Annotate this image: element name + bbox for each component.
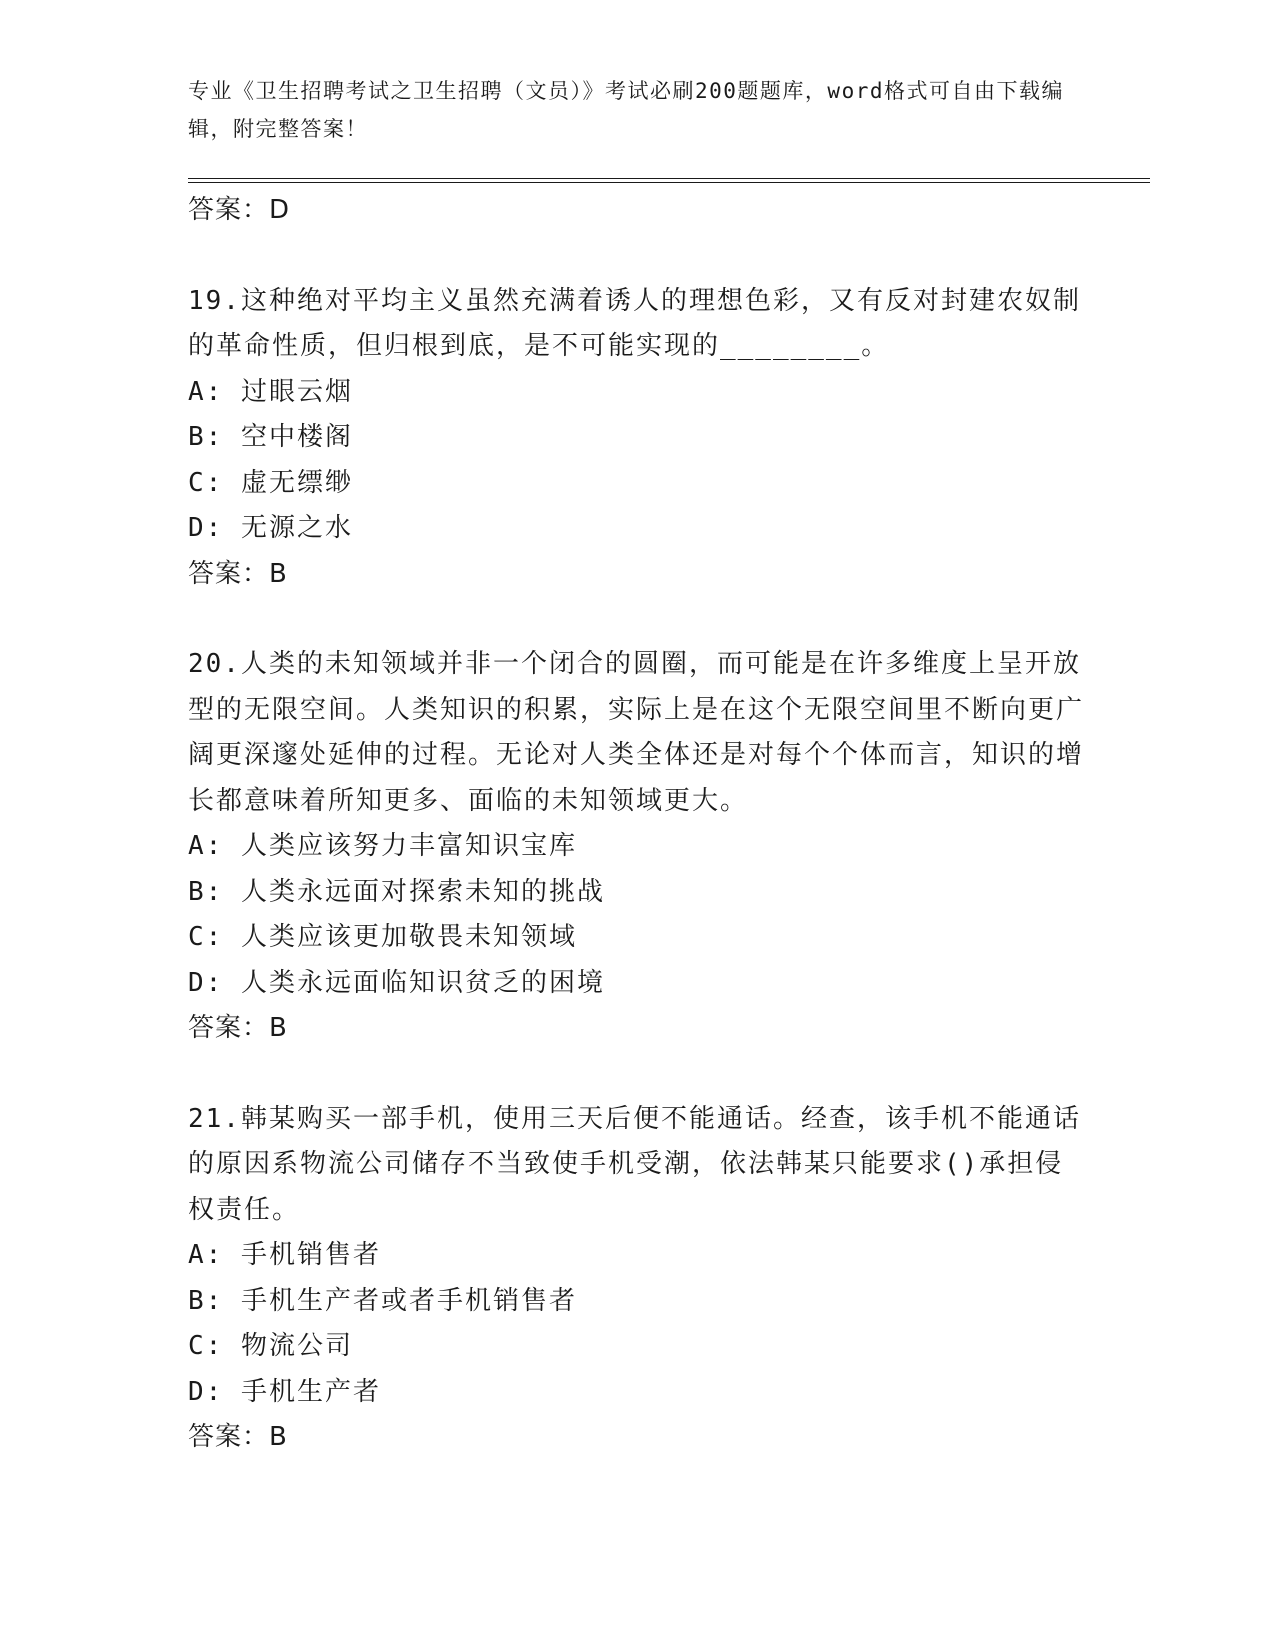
answer-line: 答案：B — [188, 1013, 288, 1043]
option-letter: A: — [188, 831, 224, 861]
option-a — [188, 370, 1088, 416]
option-letter: B: — [188, 876, 224, 907]
option-text: 无源之水 — [240, 513, 353, 543]
question-list — [188, 188, 1088, 1461]
option-letter: D: — [188, 513, 224, 543]
option-text: 人类永远面对探索未知的挑战 — [240, 876, 605, 907]
option-letter: A: — [188, 1240, 224, 1270]
option-b — [188, 415, 1088, 461]
page-header: 专业《卫生招聘考试之卫生招聘（文员）》考试必刷200题题库，word格式可自由下载编辑，附完整答案！ — [188, 79, 1064, 141]
question-19 — [188, 279, 1088, 598]
question-21 — [188, 1097, 1088, 1461]
option-a — [188, 824, 1088, 870]
option-d — [188, 1370, 1088, 1416]
option-text: 空中楼阁 — [240, 422, 353, 452]
answer-line: 答案：B — [188, 1422, 288, 1452]
option-letter: B: — [188, 422, 224, 452]
question-text: 21.韩某购买一部手机，使用三天后便不能通话。经查，该手机不能通话的原因系物流公司储存不当致使手机受潮，依法韩某只能要求()承担侵权责任。 — [188, 1103, 1081, 1225]
option-text: 物流公司 — [240, 1331, 353, 1361]
option-text: 手机生产者或者手机销售者 — [240, 1285, 577, 1316]
option-text: 人类永远面临知识贫乏的困境 — [240, 967, 605, 998]
option-letter: C: — [188, 467, 224, 498]
option-c — [188, 915, 1088, 961]
option-c — [188, 1324, 1088, 1370]
option-letter: D: — [188, 1376, 224, 1407]
option-b — [188, 1279, 1088, 1325]
option-text: 手机生产者 — [240, 1376, 381, 1407]
option-c — [188, 461, 1088, 507]
option-letter: C: — [188, 922, 224, 952]
answer-line: 答案：D — [188, 195, 291, 225]
question-20 — [188, 642, 1088, 1052]
option-d — [188, 506, 1088, 552]
option-letter: C: — [188, 1331, 224, 1361]
option-a — [188, 1233, 1088, 1279]
option-text: 人类应该努力丰富知识宝库 — [240, 831, 577, 861]
question-text: 20.人类的未知领域并非一个闭合的圆圈，而可能是在许多维度上呈开放型的无限空间。人类知识的积累，实际上是在这个无限空间里不断向更广阔更深邃处延伸的过程。无论对人类全体还是对每个个体而言，知识的增长都意味着所知更多、面临的未知领域更大。 — [188, 649, 1085, 816]
option-letter: A: — [188, 376, 224, 407]
option-letter: D: — [188, 967, 224, 998]
option-text: 过眼云烟 — [240, 376, 353, 407]
answer-line: 答案：B — [188, 558, 288, 589]
option-text: 手机销售者 — [240, 1240, 381, 1270]
question-text: 19.这种绝对平均主义虽然充满着诱人的理想色彩，又有反对封建农奴制的革命性质，但归根到底，是不可能实现的________。 — [188, 285, 1081, 361]
header-divider — [188, 178, 1150, 183]
option-d — [188, 961, 1088, 1007]
option-b — [188, 870, 1088, 916]
option-letter: B: — [188, 1285, 224, 1316]
option-text: 虚无缥缈 — [240, 467, 353, 498]
option-text: 人类应该更加敬畏未知领域 — [240, 922, 577, 952]
